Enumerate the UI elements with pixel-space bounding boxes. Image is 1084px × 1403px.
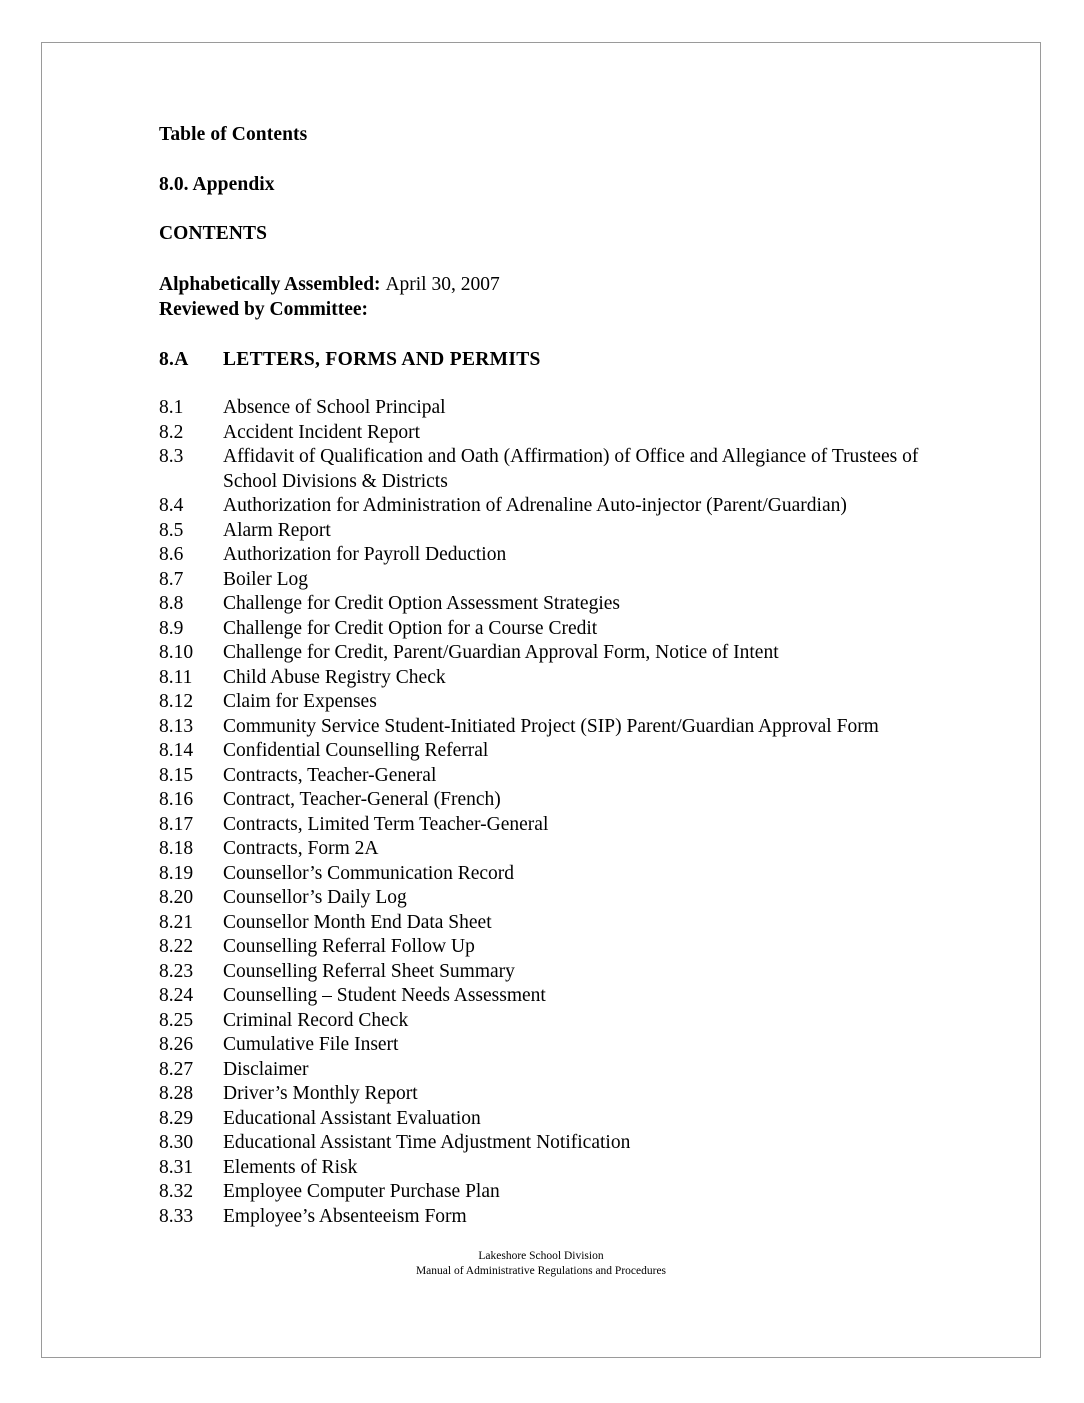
assembled-date: April 30, 2007	[385, 273, 500, 295]
toc-entry-number: 8.1	[159, 397, 184, 418]
list-item[interactable]	[159, 666, 949, 691]
toc-entry-number: 8.10	[159, 642, 194, 663]
list-item[interactable]	[159, 739, 949, 764]
toc-entry-title: Counsellor’s Daily Log	[223, 887, 407, 908]
toc-entry-title: Contracts, Teacher-General	[223, 764, 437, 786]
toc-entry-number: 8.28	[159, 1083, 194, 1104]
toc-entry-title: Educational Assistant Time Adjustment Notification	[223, 1132, 631, 1153]
toc-entry-number: 8.18	[159, 838, 194, 859]
toc-entry-number: 8.20	[159, 887, 194, 908]
toc-entry-number: 8.8	[159, 593, 184, 614]
list-item[interactable]	[159, 960, 949, 985]
list-item[interactable]	[159, 984, 949, 1009]
reviewed-label: Reviewed by Committee:	[159, 299, 369, 320]
toc-entry-number: 8.6	[159, 544, 184, 565]
toc-entry-title: Contracts, Limited Term Teacher-General	[223, 813, 549, 835]
list-item[interactable]	[159, 862, 949, 887]
toc-entry-title: Disclaimer	[223, 1058, 309, 1080]
list-item[interactable]	[159, 445, 949, 494]
toc-entry-title: Counselling Referral Sheet Summary	[223, 960, 515, 982]
list-item[interactable]	[159, 1107, 949, 1132]
toc-entry-number: 8.17	[159, 813, 194, 835]
footer-manual-title: Manual of Administrative Regulations and Procedures	[415, 1265, 667, 1277]
list-item[interactable]	[159, 886, 949, 911]
toc-entry-number: 8.2	[159, 421, 184, 443]
toc-entry-title: Driver’s Monthly Report	[223, 1083, 418, 1104]
list-item[interactable]	[159, 641, 949, 666]
toc-entry-title: Authorization for Payroll Deduction	[223, 544, 507, 565]
list-item[interactable]	[159, 1033, 949, 1058]
section-number: 8.A	[159, 348, 189, 370]
section-heading	[159, 348, 949, 373]
document-content	[159, 123, 949, 1229]
assembled-line	[159, 272, 949, 298]
list-item[interactable]	[159, 813, 949, 838]
toc-entry-title: Confidential Counselling Referral	[223, 740, 489, 761]
toc-entry-title: Challenge for Credit Option for a Course Credit	[223, 617, 598, 639]
document-page	[41, 42, 1041, 1358]
toc-entry-number: 8.5	[159, 519, 184, 541]
toc-entry-title: Contracts, Form 2A	[223, 838, 379, 859]
list-item[interactable]	[159, 1180, 949, 1205]
list-item[interactable]	[159, 568, 949, 593]
list-item[interactable]	[159, 764, 949, 789]
list-item[interactable]	[159, 396, 949, 421]
list-item[interactable]	[159, 421, 949, 446]
toc-entry-number: 8.15	[159, 764, 194, 786]
toc-entry-number: 8.7	[159, 568, 184, 590]
toc-entry-title: Counselling Referral Follow Up	[223, 936, 475, 957]
toc-entry-title: Counselling – Student Needs Assessment	[223, 985, 546, 1006]
toc-entry-number: 8.9	[159, 617, 184, 639]
toc-entry-title: Community Service Student-Initiated Project (SIP) Parent/Guardian Approval Form	[223, 715, 879, 737]
toc-entry-title: Claim for Expenses	[223, 691, 377, 712]
toc-entry-number: 8.16	[159, 789, 194, 810]
toc-entry-title: Counsellor’s Communication Record	[223, 862, 515, 884]
assembled-label: Alphabetically Assembled:	[159, 273, 381, 295]
toc-entry-title: Employee Computer Purchase Plan	[223, 1181, 500, 1202]
list-item[interactable]	[159, 837, 949, 862]
toc-entry-number: 8.23	[159, 960, 194, 982]
toc-entry-number: 8.12	[159, 691, 194, 712]
toc-entry-title: Challenge for Credit, Parent/Guardian Approval Form, Notice of Intent	[223, 642, 779, 663]
toc-entry-number: 8.3	[159, 446, 184, 467]
toc-entry-number: 8.14	[159, 740, 194, 761]
toc-entry-title: Affidavit of Qualification and Oath (Affirmation) of Office and Allegiance of Trustees of School Divisions & Districts	[223, 446, 919, 492]
toc-entry-number: 8.11	[159, 666, 193, 688]
list-item[interactable]	[159, 617, 949, 642]
toc-entry-number: 8.19	[159, 862, 194, 884]
list-item[interactable]	[159, 1082, 949, 1107]
toc-entry-title: Accident Incident Report	[223, 421, 421, 443]
toc-entry-title: Counsellor Month End Data Sheet	[223, 911, 492, 933]
toc-entry-number: 8.26	[159, 1034, 194, 1055]
toc-entry-number: 8.27	[159, 1058, 194, 1080]
list-item[interactable]	[159, 1156, 949, 1181]
toc-entry-number: 8.31	[159, 1156, 194, 1178]
list-item[interactable]	[159, 592, 949, 617]
section-title: LETTERS, FORMS AND PERMITS	[223, 348, 541, 370]
list-item[interactable]	[159, 1131, 949, 1156]
toc-entry-number: 8.33	[159, 1205, 194, 1227]
toc-entry-number: 8.22	[159, 936, 194, 957]
toc-entry-number: 8.30	[159, 1132, 194, 1153]
list-item[interactable]	[159, 494, 949, 519]
toc-entry-title: Cumulative File Insert	[223, 1034, 399, 1055]
list-item[interactable]	[159, 935, 949, 960]
toc-entry-title: Elements of Risk	[223, 1156, 358, 1178]
document-headings	[159, 123, 949, 247]
list-item[interactable]	[159, 788, 949, 813]
toc-entry-title: Alarm Report	[223, 519, 331, 541]
toc-entry-number: 8.21	[159, 911, 194, 933]
list-item[interactable]	[159, 1009, 949, 1034]
toc-entry-title: Boiler Log	[223, 568, 309, 590]
toc-entry-number: 8.4	[159, 495, 184, 516]
toc-entry-number: 8.13	[159, 715, 194, 737]
toc-entry-title: Criminal Record Check	[223, 1009, 409, 1031]
toc-entry-number: 8.24	[159, 985, 194, 1006]
toc-entry-title: Challenge for Credit Option Assessment Strategies	[223, 593, 620, 614]
toc-entry-title: Authorization for Administration of Adrenaline Auto-injector (Parent/Guardian)	[223, 495, 847, 516]
list-item[interactable]	[159, 911, 949, 936]
list-item[interactable]	[159, 1058, 949, 1083]
toc-entry-title: Educational Assistant Evaluation	[223, 1107, 481, 1129]
contents-heading: CONTENTS	[159, 223, 268, 244]
page-title: Table of Contents	[159, 124, 308, 145]
assembly-info	[159, 272, 949, 323]
list-item[interactable]	[159, 1205, 949, 1230]
toc-entry-number: 8.32	[159, 1181, 194, 1202]
list-item[interactable]	[159, 519, 949, 544]
toc-entry-number: 8.25	[159, 1009, 194, 1031]
list-item[interactable]	[159, 690, 949, 715]
list-item[interactable]	[159, 715, 949, 740]
footer-organization: Lakeshore School Division	[478, 1250, 604, 1262]
toc-entry-number: 8.29	[159, 1107, 194, 1129]
toc-entry-title: Absence of School Principal	[223, 397, 446, 418]
list-item[interactable]	[159, 543, 949, 568]
toc-entry-title: Employee’s Absenteeism Form	[223, 1205, 467, 1227]
toc-entry-title: Contract, Teacher-General (French)	[223, 789, 501, 810]
toc-list	[159, 396, 949, 1229]
toc-entry-title: Child Abuse Registry Check	[223, 666, 446, 688]
appendix-heading: 8.0. Appendix	[159, 173, 275, 195]
page-footer	[42, 1249, 1040, 1279]
